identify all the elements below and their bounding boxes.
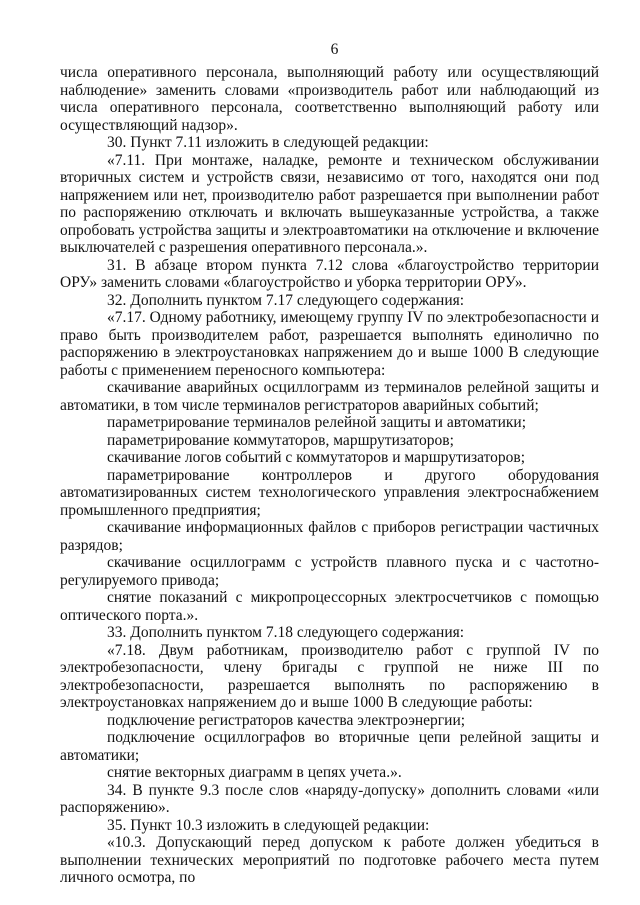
page-number: 6 xyxy=(330,41,339,58)
paragraph: 31. В абзаце втором пункта 7.12 слова «благоустройство территории ОРУ» заменить словами «благоустройство и уборка территории ОРУ». xyxy=(60,256,599,291)
paragraph: скачивание аварийных осциллограмм из терминалов релейной защиты и автоматики, в том числе терминалов регистраторов аварийных событий; xyxy=(60,379,599,414)
paragraph: скачивание логов событий с коммутаторов и маршрутизаторов; xyxy=(107,449,526,466)
paragraph: «7.18. Двум работникам, производителю работ с группой IV по электробезопасности, члену бригады с группой не ниже III по электробезопасности, разрешается выполнять по распоряжению в электроустановках напряжением до и выше 1000 В следующие работы: xyxy=(60,641,599,711)
paragraph: снятие векторных диаграмм в цепях учета.». xyxy=(107,764,402,781)
paragraph: «7.11. При монтаже, наладке, ремонте и техническом обслуживании вторичных систем и устройств связи, независимо от того, находятся они под напряжением или нет, производителю работ разрешается при выполнении работ по распоряжению отключать и включать вышеуказанные устройства, а также опробовать устройства защиты и электроавтоматики на отключение и включение выключателей с разрешения оперативного персонала.». xyxy=(60,151,599,256)
paragraph: снятие показаний с микропроцессорных электросчетчиков с помощью оптического порта.». xyxy=(60,589,599,624)
paragraph: параметрирование коммутаторов, маршрутизаторов; xyxy=(107,431,454,449)
paragraph: скачивание информационных файлов с приборов регистрации частичных разрядов; xyxy=(60,519,599,554)
paragraph: числа оперативного персонала, выполняющий работу или осуществляющий наблюдение» заменить словами «производитель работ или наблюдающий из числа оперативного персонала, соответственно выполняющий работу или осуществляющий надзор». xyxy=(60,64,599,134)
document-body xyxy=(60,64,599,887)
paragraph: подключение осциллографов во вторичные цепи релейной защиты и автоматики; xyxy=(60,729,599,764)
paragraph: «10.3. Допускающий перед допуском к работе должен убедиться в выполнении технических мероприятий по подготовке рабочего места путем личного осмотра, по xyxy=(60,834,599,886)
paragraph: 34. В пункте 9.3 после слов «наряду-допуску» дополнить словами «или распоряжению». xyxy=(60,781,599,816)
paragraph: 30. Пункт 7.11 изложить в следующей редакции: xyxy=(107,134,429,151)
paragraph: «7.17. Одному работнику, имеющему группу IV по электробезопасности и право быть производителем работ, разрешается выполнять единолично по распоряжению в электроустановках напряжением до и выше 1000 В следующие работы с применением переносного компьютера: xyxy=(60,309,599,379)
paragraph: 32. Дополнить пунктом 7.17 следующего содержания: xyxy=(107,291,465,309)
paragraph: параметрирование терминалов релейной защиты и автоматики; xyxy=(107,414,527,431)
paragraph: скачивание осциллограмм с устройств плавного пуска и с частотно-регулируемого привода; xyxy=(60,554,599,589)
paragraph: подключение регистраторов качества электроэнергии; xyxy=(107,711,466,729)
paragraph: параметрирование контроллеров и другого оборудования автоматизированных систем технологического управления электроснабжением промышленного предприятия; xyxy=(60,466,599,519)
paragraph: 33. Дополнить пунктом 7.18 следующего содержания: xyxy=(107,624,465,641)
paragraph: 35. Пункт 10.3 изложить в следующей редакции: xyxy=(107,816,430,834)
